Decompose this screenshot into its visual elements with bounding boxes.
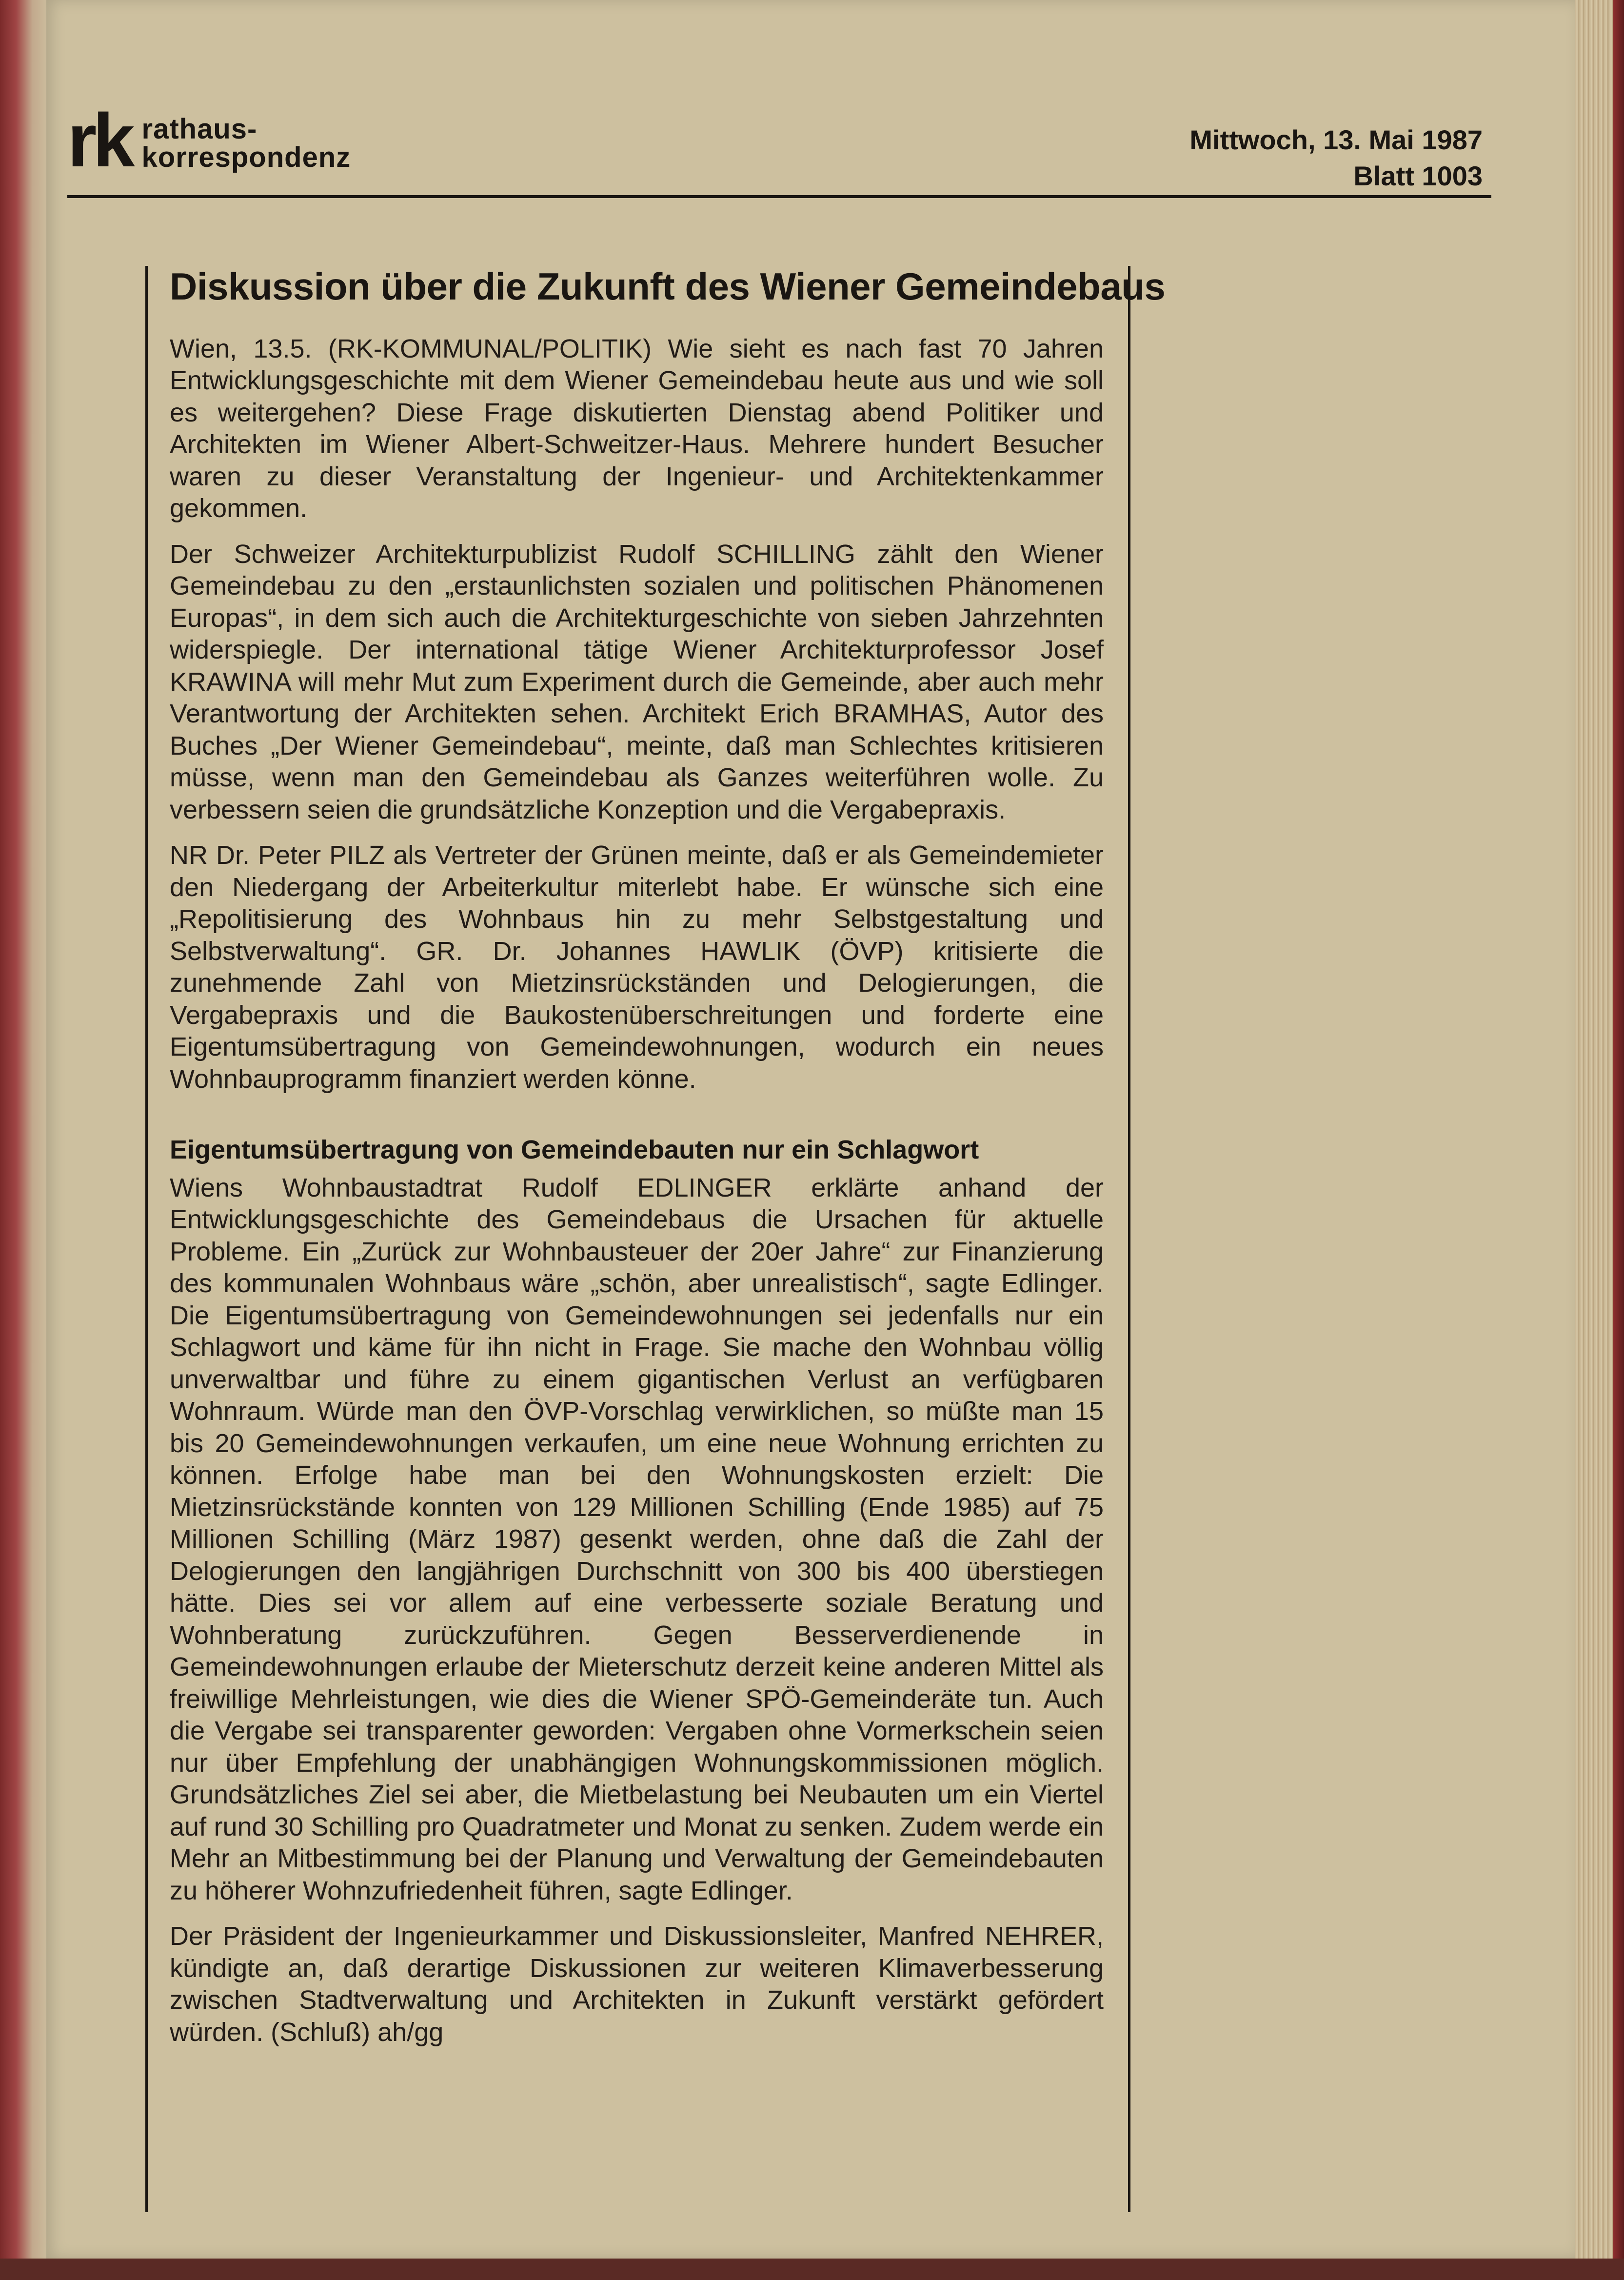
rk-logo — [67, 98, 351, 182]
sheet-number: Blatt 1003 — [1353, 160, 1483, 191]
article-headline: Diskussion über die Zukunft des Wiener Gemeindebaus — [170, 265, 1166, 308]
logo-wordmark — [142, 115, 351, 175]
paragraph-2: Der Schweizer Architekturpublizist Rudolf SCHILLING zählt den Wiener Gemeindebau zu den „erstaunlichsten sozialen und politischen Phänomenen Europas“, in dem sich auch die Architekturgeschichte von sieben Jahrzehnten widerspiegle. Der international tätige Wiener Architekturprofessor Josef KRAWINA will mehr Mut zum Experiment durch die Gemeinde, aber auch mehr Verantwortung der Architekten sehen. Architekt Erich BRAMHAS, Autor des Buches „Der Wiener Gemeindebau“, meinte, daß man Schlechtes kritisieren müsse, wenn man den Gemeindebau als Ganzes weiterführen wolle. Zu verbessern seien die grundsätzliche Konzeption und die Vergabepraxis. — [170, 539, 1104, 824]
paragraph-5: Der Präsident der Ingenieurkammer und Diskussionsleiter, Manfred NEHRER, kündigte an, daß derartige Diskussionen zur weiteren Klimaverbesserung zwischen Stadtverwaltung und Architekten in Zukunft verstärkt gefördert würden. (Schluß) ah/gg — [170, 1921, 1104, 2047]
bottom-binding — [0, 2259, 1624, 2280]
logo-line-2: korrespondenz — [141, 141, 351, 173]
binding-edge — [0, 0, 46, 2280]
paragraph-3: NR Dr. Peter PILZ als Vertreter der Grünen meinte, daß er als Gemeindemieter den Niedergang der Arbeiterkultur miterlebt habe. Er wünsche sich eine „Repolitisierung des Wohnbaus hin zu mehr Selbstgestaltung und Selbstverwaltung“. GR. Dr. Johannes HAWLIK (ÖVP) kritisierte die zunehmende Zahl von Mietzinsrückständen und Delogierungen, die Vergabepraxis und die Baukostenüberschreitungen und forderte eine Eigentumsübertragung von Gemeindewohnungen, wodurch ein neues Wohnbauprogramm finanziert werden könne. — [170, 840, 1104, 1094]
logo-line-1: rathaus- — [141, 113, 257, 145]
logo-mark: rk — [67, 98, 131, 182]
article-body — [170, 333, 1104, 2049]
paragraph-4: Wiens Wohnbaustadtrat Rudolf EDLINGER erklärte anhand der Entwicklungsgeschichte des Gemeindebaus die Ursachen für aktuelle Probleme. Ein „Zurück zur Wohnbausteuer der 20er Jahre“ zur Finanzierung des kommunalen Wohnbaus wäre „schön, aber unrealistisch“, sagte Edlinger. Die Eigentumsübertragung von Gemeindewohnungen sei jedenfalls nur ein Schlagwort und käme für ihn nicht in Frage. Sie mache den Wohnbau völlig unverwaltbar und führe zu einem gigantischen Verlust an verfügbaren Wohnraum. Würde man den ÖVP-Vorschlag verwirklichen, so müßte man 15 bis 20 Gemeindewohnungen verkaufen, um eine neue Wohnung errichten zu können. Erfolge habe man bei den Wohnungskosten erzielt: Die Mietzinsrückstände konnten von 129 Millionen Schilling (Ende 1985) auf 75 Millionen Schilling (März 1987) gesenkt werden, ohne daß die Zahl der Delogierungen den langjährigen Durchschnitt von 300 bis 400 überstiegen hätte. Dies sei vor allem auf eine verbesserte soziale Beratung und Wohnberatung zurückzuführen. Gegen Besserverdienende in Gemeindewohnungen erlaube der Mieterschutz derzeit keine anderen Mittel als freiwillige Mehrleistungen, wie dies die Wiener SPÖ-Gemeinderäte tun. Auch die Vergabe sei transparenter geworden: Vergaben ohne Vormerkschein seien nur über Empfehlung der unabhängigen Wohnungskommissionen möglich. Grundsätzliches Ziel sei aber, die Mietbelastung bei Neubauten um ein Viertel auf rund 30 Schilling pro Quadratmeter und Monat zu senken. Zudem werde ein Mehr an Mitbestimmung bei der Planung und Verwaltung der Gemeindebauten zu höherer Wohnzufriedenheit führen, sagte Edlinger. — [170, 1173, 1104, 1905]
issue-date: Mittwoch, 13. Mai 1987 — [1189, 124, 1483, 155]
article-subheading: Eigentumsübertragung von Gemeindebauten nur ein Schlagwort — [170, 1135, 979, 1165]
article-frame — [145, 265, 1166, 2212]
paragraph-1: Wien, 13.5. (RK-KOMMUNAL/POLITIK) Wie sieht es nach fast 70 Jahren Entwicklungsgeschichte mit dem Wiener Gemeindebau heute aus und wie soll es weitergehen? Diese Frage diskutierten Dienstag abend Politiker und Architekten im Wiener Albert-Schweitzer-Haus. Mehrere hundert Besucher waren zu dieser Veranstaltung der Ingenieur- und Architektenkammer gekommen. — [170, 334, 1104, 523]
page-stack-edge — [1575, 0, 1624, 2280]
header-dateline — [1189, 122, 1483, 194]
header-rule — [67, 195, 1491, 198]
book-spine — [1613, 0, 1624, 2280]
